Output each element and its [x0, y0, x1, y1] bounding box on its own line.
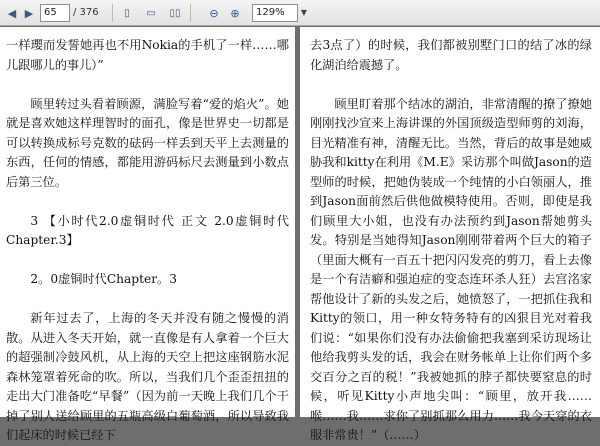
chapter-heading: 3 【小时代2.0虚铜时代 正文 2.0虚铜时代 Chapter.3】 — [6, 213, 289, 247]
forward-arrow-icon[interactable]: ▶ — [24, 6, 34, 20]
dropdown-arrow-icon[interactable]: ▼ — [300, 8, 308, 17]
two-page-icon[interactable]: ▯▯ — [169, 7, 181, 19]
paragraph: 一样瓔而发誓她再也不用Nokia的手机了一样……哪儿跟哪儿的事儿）” — [6, 38, 289, 72]
page-number-input[interactable]: 65 — [40, 4, 70, 22]
right-page — [300, 27, 600, 442]
paragraph: 新年过去了，上海的冬天并没有随之慢慢的消散。从进入冬天开始，就一直像是有人拿着一个巨大的超强制冷鼓风机，从上海的天空上把这座钢筋水泥森林笼罩着死命的吹。所以，当我们几个歪歪扭扭的走出大门准备吃“早餐”（因为前一天晚上我们几个干掉了别人送给顾里的五瓶高级白葡萄酒，所以导致我们起床的时候已经下 — [6, 311, 289, 442]
toolbar-separator — [190, 4, 191, 22]
viewer-toolbar — [0, 0, 600, 26]
zoom-out-icon[interactable]: ⊖ — [209, 6, 219, 20]
page-total-label: / 376 — [73, 7, 99, 18]
continuous-page-icon[interactable]: ▭ — [146, 7, 156, 19]
paragraph: 顾里盯着那个结冰的湖泊，非常清醒的撩了撩她刚刚找沙宣来上海讲课的外国顶级造型师剪的刘海，目光精准有神，清醒无比。当然，背后的故事是她威胁我和kitty在利用《M.E》采访那个叫做Jason的造型师的时候，把她伪装成一个纯情的小白领丽人，推到Jason面前然后供他做模特使用。否则，即使是我们顾里大小姐，也没有办法预约到Jason帮她剪头发。特别是当她得知Jason刚刚带着两个巨大的箱子（里面大概有一百五十把闪闪发亮的剪刀，看上去像是一个有洁癖和强迫症的变态连环杀人狂）去宫洺家帮他设计了新的头发之后，她愤怒了，一把抓住我和Kitty的领口，用一种女特务特有的凶狠目光对着我们说：“如果你们没有办法偷偷把我塞到采访现场让他给我剪头发的话，我会在财务帐单上让你们两个多交百分之百的税！”我被她抓的脖子都快要窒息的时候，听见Kitty小声地尖叫：“顾里，放开我……喉……我……求你了别抓那么用力……我今天穿的衣服非常贵！”（……） — [310, 96, 592, 442]
toolbar-separator — [112, 4, 113, 22]
paragraph: 去3点了）的时候，我们都被别墅门口的结了冰的绿化湖泊给震撼了。 — [310, 38, 592, 72]
paragraph: 顾里转过头看着顾源，满脸写着“爱的焰火”。她就是喜欢她这样理智时的面孔，像是世界史一切都是可以转换成标号克数的砝码一样丢到天平上去测量的东西，任何的情感，都能用游码标尺去测量到小数点后第三位。 — [6, 96, 289, 189]
left-page — [0, 27, 295, 442]
back-arrow-icon[interactable]: ◀ — [7, 6, 17, 20]
zoom-level-field[interactable]: 129% — [252, 4, 298, 22]
chapter-subheading: 2。0虚铜时代Chapter。3 — [30, 272, 177, 286]
single-page-icon[interactable]: ▯ — [124, 7, 130, 19]
zoom-in-icon[interactable]: ⊕ — [230, 6, 240, 20]
